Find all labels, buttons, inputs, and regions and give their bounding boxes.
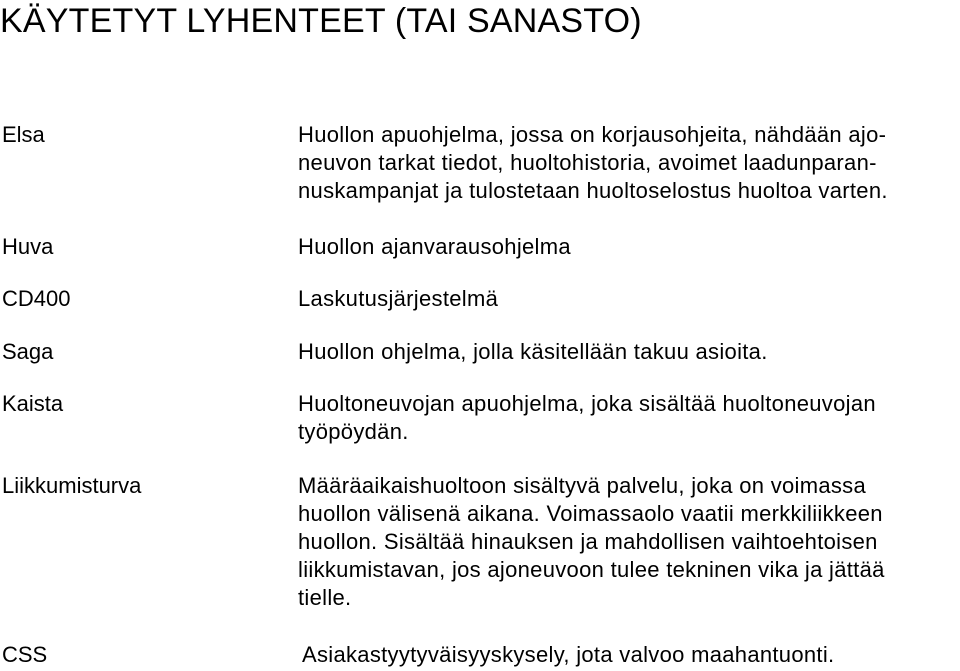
definition-kaista <box>298 390 958 446</box>
definition-line: Asiakastyytyväisyyskysely, jota valvoo maahantuonti. <box>302 642 835 667</box>
document-title: KÄYTETYT LYHENTEET (TAI SANASTO) <box>0 2 642 40</box>
definition-line: neuvon tarkat tiedot, huoltohistoria, avoimet laadunparan- <box>298 150 877 175</box>
definition-saga <box>298 338 958 366</box>
term-elsa: Elsa <box>2 122 45 147</box>
definition-line: Huollon apuohjelma, jossa on korjausohjeita, nähdään ajo- <box>298 122 887 147</box>
term-saga: Saga <box>2 339 54 364</box>
definition-line: Huollon ohjelma, jolla käsitellään takuu asioita. <box>298 339 768 364</box>
definition-huva <box>298 233 958 261</box>
term-cd400: CD400 <box>2 286 71 311</box>
definition-line: huollon välisenä aikana. Voimassaolo vaatii merkkiliikkeen <box>298 501 883 526</box>
definition-line: Huollon ajanvarausohjelma <box>298 234 571 259</box>
definition-elsa <box>298 121 958 205</box>
definition-liikkumisturva <box>298 472 958 612</box>
definition-line: Määräaikaishuoltoon sisältyvä palvelu, joka on voimassa <box>298 473 867 498</box>
definition-line: nuskampanjat ja tulostetaan huoltoselostus huoltoa varten. <box>298 178 888 203</box>
definition-cd400 <box>298 285 958 313</box>
definition-line: Huoltoneuvojan apuohjelma, joka sisältää huoltoneuvojan <box>298 391 876 416</box>
term-huva: Huva <box>2 234 54 259</box>
definition-line: työpöydän. <box>298 419 409 444</box>
term-liikkumisturva: Liikkumisturva <box>2 473 142 498</box>
term-kaista: Kaista <box>2 391 64 416</box>
definition-line: Laskutusjärjestelmä <box>298 286 499 311</box>
term-css: CSS <box>2 642 48 667</box>
definition-css <box>302 641 960 669</box>
definition-line: tielle. <box>298 585 352 610</box>
definition-line: liikkumistavan, jos ajoneuvoon tulee tekninen vika ja jättää <box>298 557 885 582</box>
definition-line: huollon. Sisältää hinauksen ja mahdollisen vaihtoehtoisen <box>298 529 878 554</box>
